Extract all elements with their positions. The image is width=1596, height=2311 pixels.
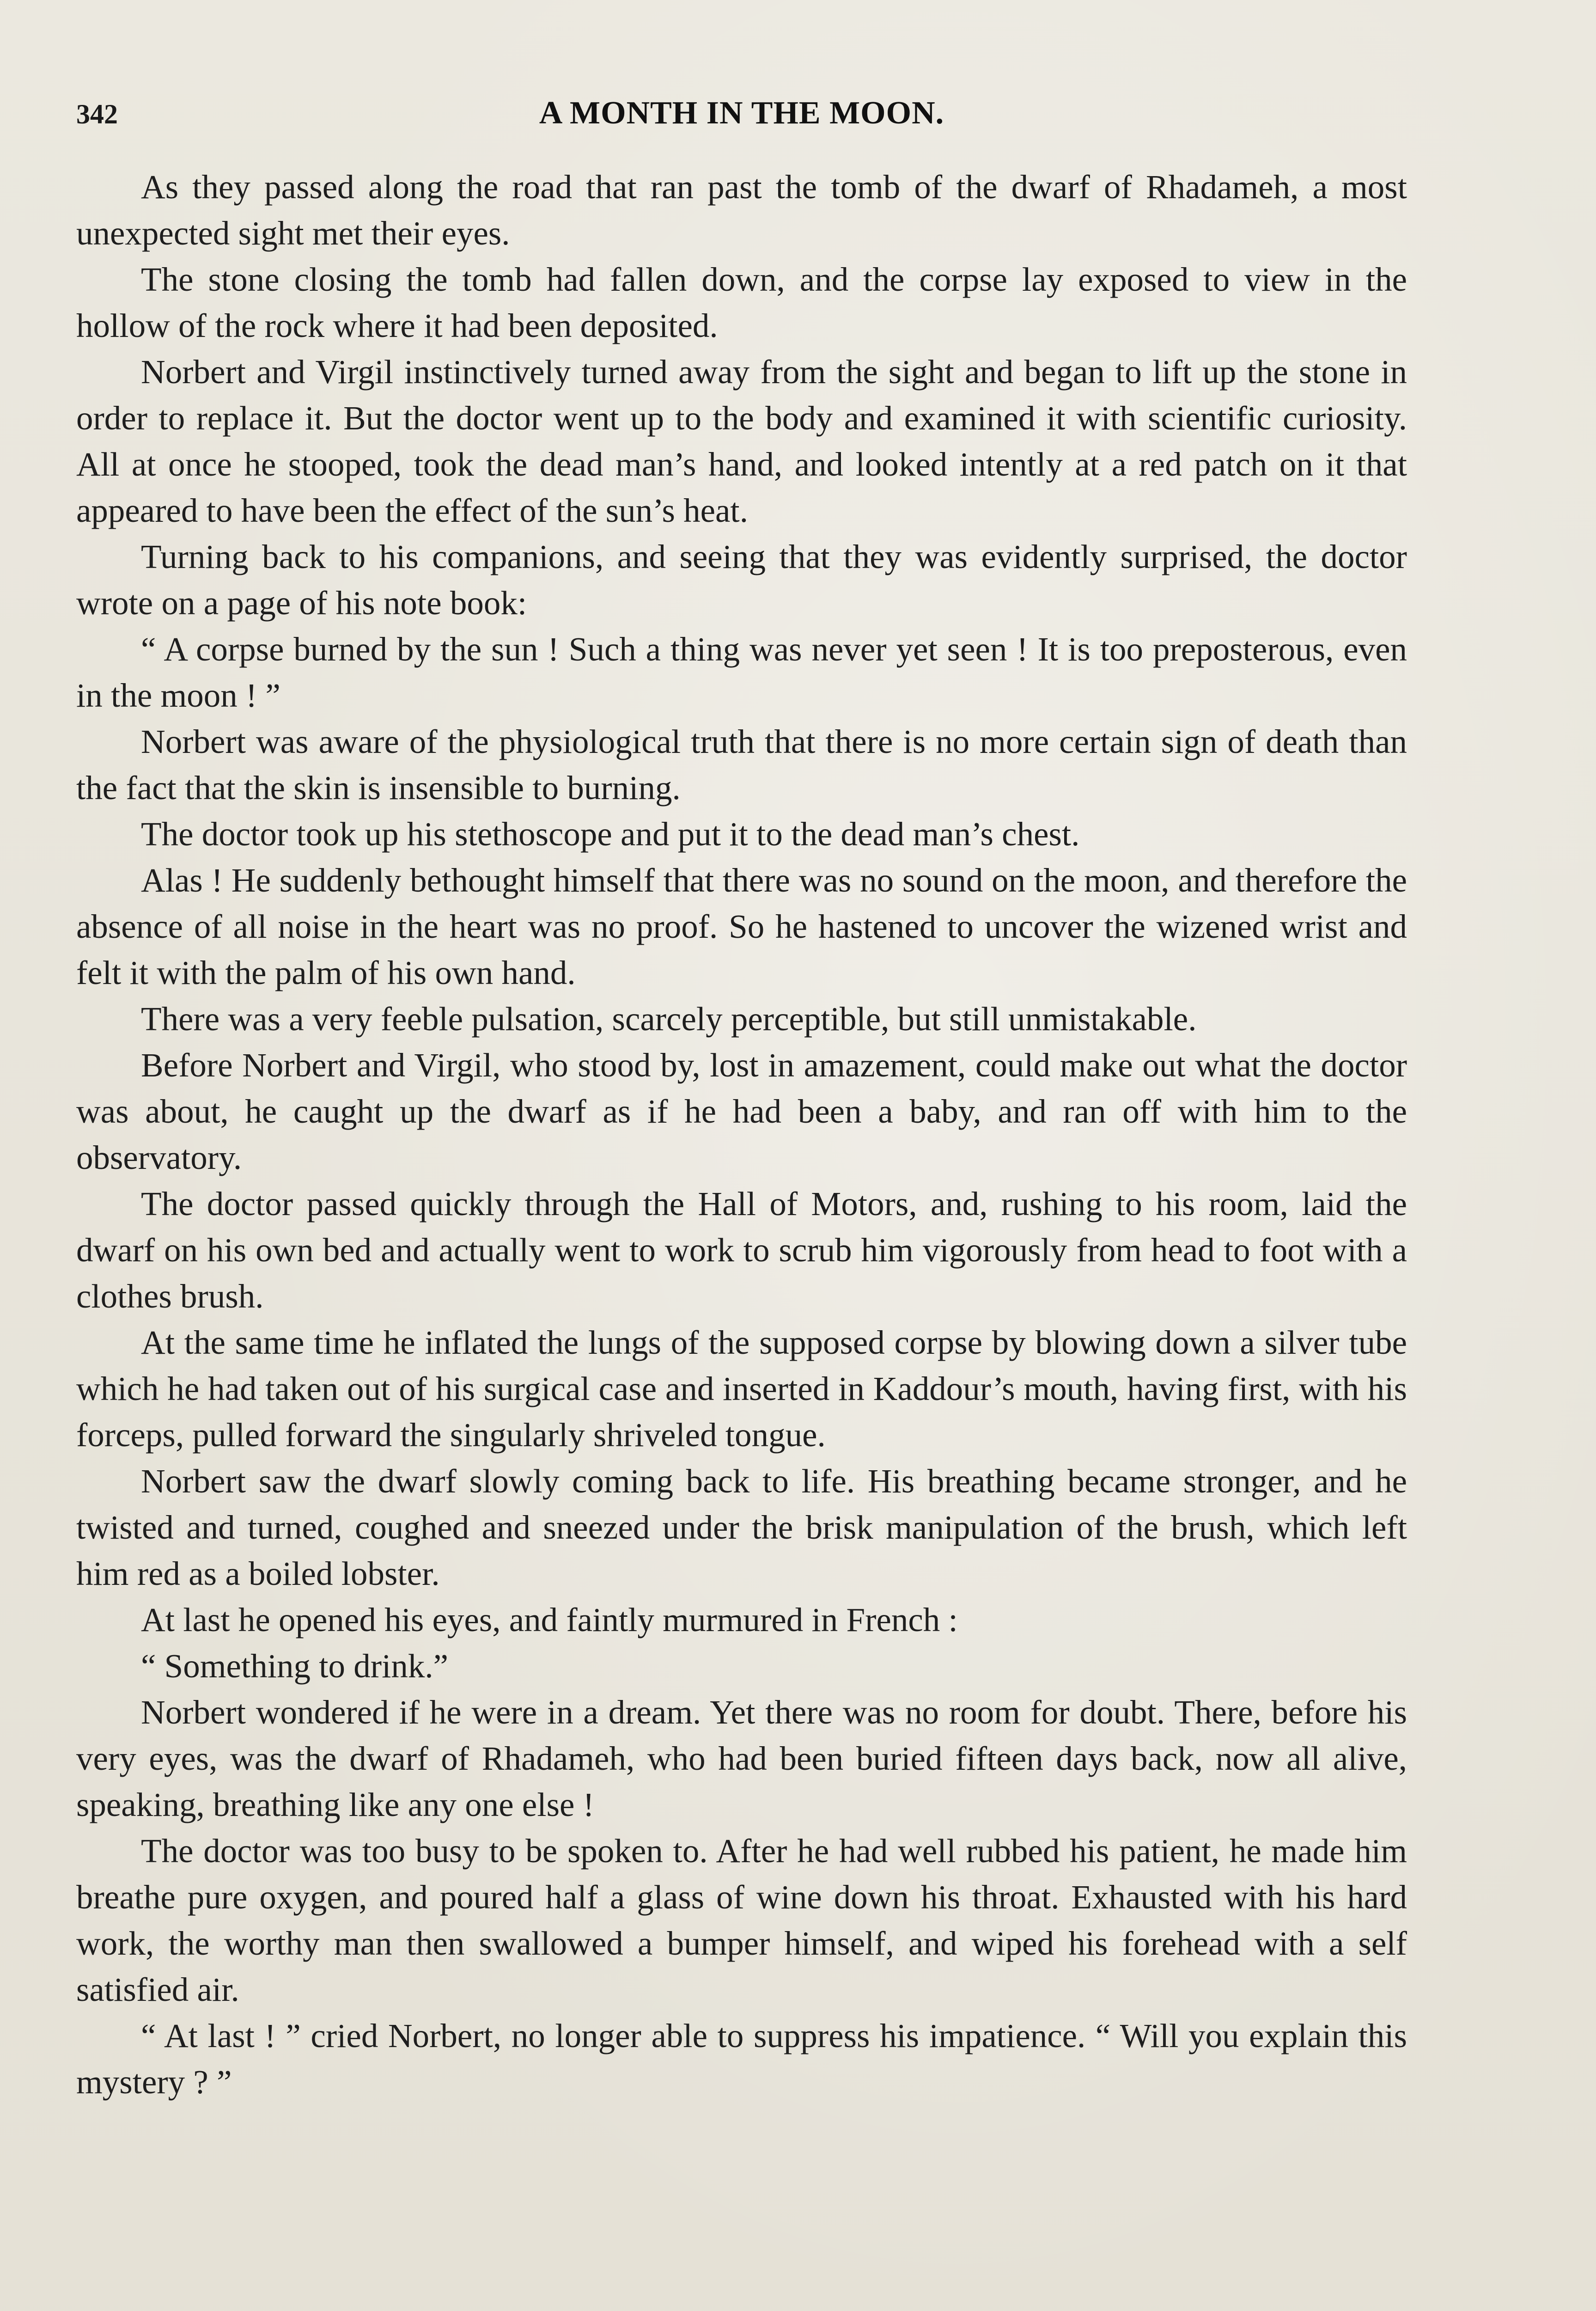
paragraph: Norbert wondered if he were in a dream. Yet there was no room for doubt. There, before his very eyes, was the dwarf of Rhadameh, who had been buried fifteen days back, now all alive, speaking, breathing like any one else !	[76, 1694, 1407, 1823]
body-text	[76, 164, 1407, 2105]
paragraph: “ Something to drink.”	[141, 1647, 449, 1685]
paragraph: There was a very feeble pulsation, scarcely perceptible, but still unmistakable.	[141, 1000, 1197, 1038]
paragraph: As they passed along the road that ran past the tomb of the dwarf of Rhadameh, a most unexpected sight met their eyes.	[76, 168, 1407, 252]
paragraph: “ A corpse burned by the sun ! Such a thing was never yet seen ! It is too preposterous, even in the moon ! ”	[76, 630, 1407, 714]
paragraph: Alas ! He suddenly bethought himself that there was no sound on the moon, and therefore the absence of all noise in the heart was no proof. So he hastened to uncover the wizened wrist and felt it with the palm of his own hand.	[76, 862, 1407, 991]
paragraph: Turning back to his companions, and seeing that they was evidently surprised, the doctor wrote on a page of his note book:	[76, 538, 1407, 622]
page-number: 342	[76, 99, 118, 129]
paragraph: Norbert saw the dwarf slowly coming back to life. His breathing became stronger, and he twisted and turned, coughed and sneezed under the brisk manipulation of the brush, which left him red as a boiled lobster.	[76, 1462, 1407, 1592]
paragraph: The stone closing the tomb had fallen down, and the corpse lay exposed to view in the hollow of the rock where it had been deposited.	[76, 261, 1407, 344]
paragraph: At the same time he inflated the lungs of the supposed corpse by blowing down a silver tube which he had taken out of his surgical case and inserted in Kaddour’s mouth, having first, with his forceps, pulled forward the singularly shriveled tongue.	[76, 1324, 1407, 1454]
paragraph: “ At last ! ” cried Norbert, no longer able to suppress his impatience. “ Will you explain this mystery ? ”	[76, 2017, 1407, 2101]
paragraph: At last he opened his eyes, and faintly murmured in French :	[141, 1601, 958, 1638]
paragraph: The doctor passed quickly through the Hall of Motors, and, rushing to his room, laid the dwarf on his own bed and actually went to work to scrub him vigorously from head to foot with a clothes brush.	[76, 1185, 1407, 1315]
paragraph: The doctor was too busy to be spoken to. After he had well rubbed his patient, he made him breathe pure oxygen, and poured half a glass of wine down his throat. Exhausted with his hard work, the worthy man then swallowed a bumper himself, and wiped his forehead with a self satisfied air.	[76, 1832, 1407, 2008]
running-title: A MONTH IN THE MOON.	[539, 95, 944, 131]
paragraph: Before Norbert and Virgil, who stood by, lost in amazement, could make out what the doctor was about, he caught up the dwarf as if he had been a baby, and ran off with him to the observatory.	[76, 1046, 1407, 1176]
paragraph: Norbert was aware of the physiological truth that there is no more certain sign of death than the fact that the skin is insensible to burning.	[76, 723, 1407, 807]
page-header	[76, 95, 1407, 132]
paragraph: The doctor took up his stethoscope and put it to the dead man’s chest.	[141, 815, 1080, 853]
paragraph: Norbert and Virgil instinctively turned away from the sight and began to lift up the stone in order to replace it. But the doctor went up to the body and examined it with scientific curiosity. All at once he stooped, took the dead man’s hand, and looked intently at a red patch on it that appeared to have been the effect of the sun’s heat.	[76, 353, 1407, 529]
